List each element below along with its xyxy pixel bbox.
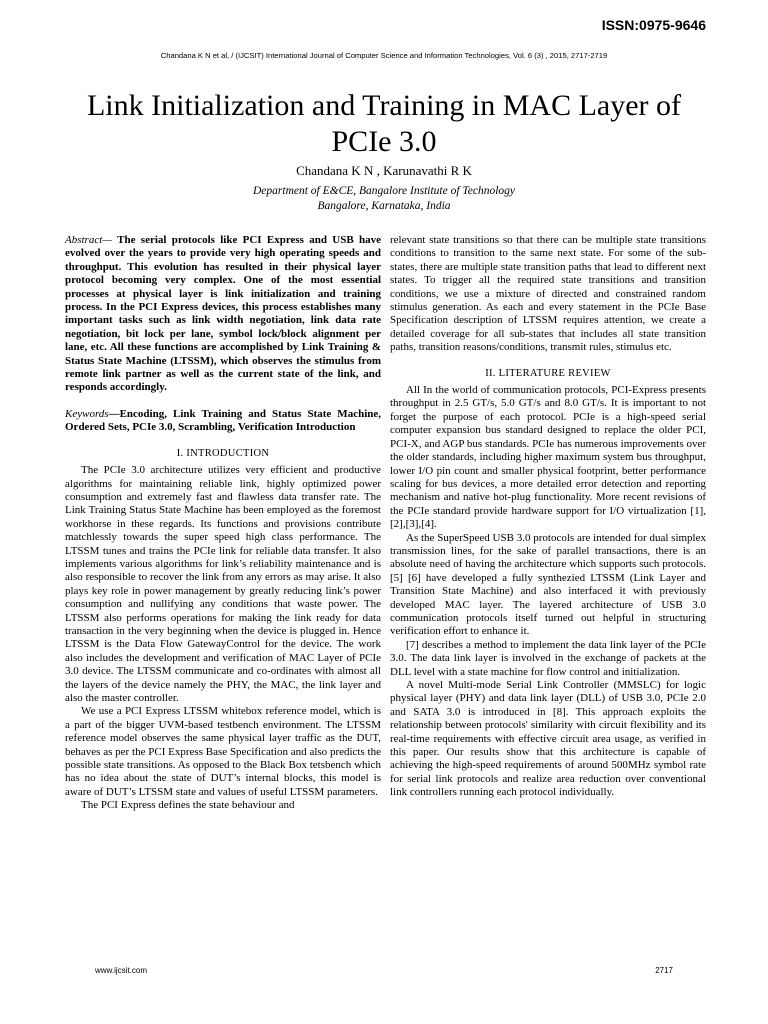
section-heading-introduction: I. INTRODUCTION [176, 447, 270, 459]
issn: ISSN:0975-9646 [601, 17, 706, 33]
keywords-label: Keywords [65, 407, 109, 420]
affiliation [0, 184, 768, 214]
intro-paragraph-3: The PCI Express defines the state behaviour and [81, 799, 295, 812]
abstract-text: The serial protocols like PCI Express and USB have evolved over the years to provide very high operating speeds and throughput. This evolution has resulted in their physical layer protocol becoming very complex. One of the most essential processes at physical layer is link initialization and training process. In the PCI Express devices, this process establishes many important tasks such as link width negotiation, link data rate negotiation, bit lock per lane, symbol lock/block alignment per lane, etc. All these functions are accomplished by Link Training & Status State Machine (LTSSM), which observes the stimulus from remote link partner as well as the current state of the link, and responds accordingly. [65, 234, 381, 394]
abstract-label: Abstract— [65, 234, 113, 246]
right-column [390, 234, 706, 800]
intro-paragraph-3-continued: relevant state transitions so that there can be multiple state transitions conditions to transition to the same next state. For some of the sub-states, there are multiple state transition paths that lead to different next states. To trigger all the required state transitions and transition conditions, we use a mixture of directed and constrained random stimulus generation. As each and every statement in the PCIe Base Specification description of LTSSM requires attention, we create a detailed coverage for all sub-states that includes all state transition paths, transition reasons/conditions, transmit rules, stimulus etc. [390, 234, 706, 354]
affiliation-line-1: Department of E&CE, Bangalore Institute of Technology [252, 185, 516, 197]
lit-paragraph-1: All In the world of communication protocols, PCI-Express presents throughput in 2.5 GT/s, 5.0 GT/s and 8.0 GT/s. It is important to not forget the purpose of each protocol. PCIe is a high-speed serial computer expansion bus standard designed to replace the older PCI, PCI-X, and AGP bus standards. PCIe has numerous improvements over the older standards, including higher maximum system bus throughput, lower I/O pin count and smaller physical footprint, better performance scaling for bus devices, a more detailed error detection and reporting mechanism and native hot-plug functionality. More recent revisions of the PCIe standard provide hardware support for I/O virtualization [1],[2],[3],[4]. [390, 384, 706, 531]
abstract [65, 234, 381, 395]
keywords-text: —Encoding, Link Training and Status State Machine, Ordered Sets, PCIe 3.0, Scrambling, Verification Introduction [65, 407, 381, 434]
affiliation-line-2: Bangalore, Karnataka, India [317, 200, 451, 212]
paper-title: Link Initialization and Training in MAC Layer of PCIe 3.0 [86, 89, 682, 158]
footer-website: www.ijcsit.com [95, 966, 148, 975]
footer-page-number: 2717 [655, 966, 673, 975]
left-column [65, 234, 381, 813]
authors: Chandana K N , Karunavathi R K [296, 163, 472, 178]
lit-paragraph-4: A novel Multi-mode Serial Link Controller (MMSLC) for logic physical layer (PHY) and data link layer (DLL) of USB 3.0, PCIe 2.0 and SATA 3.0 is introduced in [8]. This approach exploits the relationship between protocols' similarity with circuit flexibility and its real-time requirements with effective circuit area usage, as verified in this paper. Our results show that this architecture is capable of achieving the high-speed requirements of around 500MHz symbol rate for serial link protocols and realize area reduction over conventional link controllers running each protocol individually. [390, 679, 706, 799]
running-head: Chandana K N et al, / (IJCSIT) International Journal of Computer Science and Information Technologies, Vol. 6 (3) , 2015, 2717-2719 [160, 51, 608, 60]
section-heading-literature-review: II. LITERATURE REVIEW [485, 367, 611, 379]
intro-paragraph-2: We use a PCI Express LTSSM whitebox reference model, which is a part of the bigger UVM-based testbench environment. The LTSSM reference model observes the same physical layer traffic as the DUT, behaves as per the PCI Express Base Specification and also predicts the possible state transitions. As opposed to the Black Box tetsbench which has no idea about the state of DUT’s internal blocks, this model is aware of DUT’s LTSSM state and values of useful LTSSM parameters. [65, 705, 381, 798]
lit-paragraph-2: As the SuperSpeed USB 3.0 protocols are intended for dual simplex transmission lines, for the sake of parallel transactions, there is an absolute need of having the architecture which supports such protocols. [5] [6] have developed a fully synthezied LTSSM (Link Layer and Transition State Machine) and also interfaced it with previously developed MAC layer. The layered architecture of USB 3.0 communication protocols itself turned out helpful in structuring verification effort to enhance it. [390, 531, 706, 638]
lit-paragraph-3: [7] describes a method to implement the data link layer of the PCIe 3.0. The data link layer is involved in the exchange of packets at the DLL level with a state machine for flow control and initialization. [390, 638, 706, 678]
intro-paragraph-1: The PCIe 3.0 architecture utilizes very efficient and productive algorithms for maintaining reliable link, highly optimized power consumption and extremely fast and flawless data transfer rate. The Link Training Status State Machine has been employed as the foremost workhorse in these regards. Its functions and provisions contribute matchlessly towards the super speed high class performance. The LTSSM tunes and trains the PCIe link for reliable data transfer. It also implements various algorithms for link’s reliability maintenance and is also responsible to recover the link from any errors as may arise. It also plays key role in power management by greatly reducing link’s power consumption and nullifying any conditions that waste power. The LTSSM also performs operations for making the link ready for data transaction in the very beginning when the device is plugged in. Hence LTSSM is the Data Flow GatewayControl for the device. The work also includes the development and verification of MAC Layer of PCIe 3.0 device. The LTSSM communicate and co-ordinates with almost all the layers of the device namely the PHY, the MAC, the link layer and also the master controller. [65, 464, 381, 704]
keywords [65, 408, 381, 435]
